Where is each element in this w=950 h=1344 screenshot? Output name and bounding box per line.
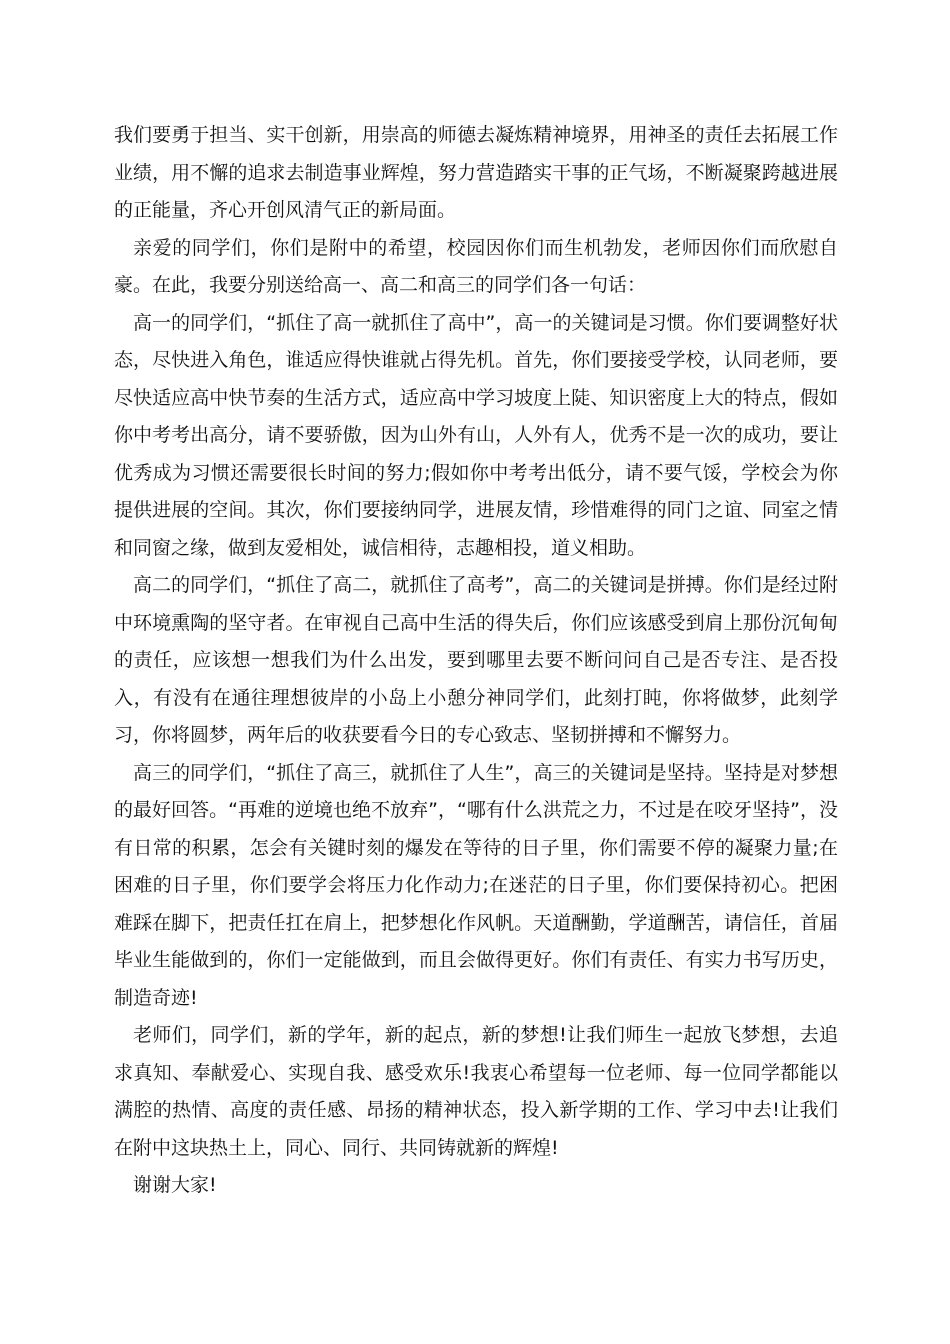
paragraph-grade-three: 高三的同学们，“抓住了高三，就抓住了人生”，高三的关键词是坚持。坚持是对梦想的最好回答。“再难的逆境也绝不放弃”，“哪有什么洪荒之力，不过是在咬牙坚持”，没有日常的积累，怎会有关键时刻的爆发在等待的日子里，你们需要不停的凝聚力量;在困难的日子里，你们要学会将压力化作动力;在迷茫的日子里，你们要保持初心。把困难踩在脚下，把责任扛在肩上，把梦想化作风帆。天道酬勤，学道酬苦，请信任，首届毕业生能做到的，你们一定能做到，而且会做得更好。你们有责任、有实力书写历史，制造奇迹! — [114, 761, 838, 1009]
paragraph-thanks: 谢谢大家! — [133, 1174, 217, 1196]
paragraph-closing: 老师们，同学们，新的学年，新的起点，新的梦想!让我们师生一起放飞梦想，去追求真知、奉献爱心、实现自我、感受欢乐!我衷心希望每一位老师、每一位同学都能以满腔的热情、高度的责任感、昂扬的精神状态，投入新学期的工作、学习中去!让我们在附中这块热土上，同心、同行、共同铸就新的辉煌! — [114, 1024, 838, 1159]
document-page — [114, 117, 838, 1205]
paragraph-greeting-students: 亲爱的同学们，你们是附中的希望，校园因你们而生机勃发，老师因你们而欣慰自豪。在此，我要分别送给高一、高二和高三的同学们各一句话： — [114, 236, 838, 296]
paragraph-continuation: 我们要勇于担当、实干创新，用崇高的师德去凝炼精神境界，用神圣的责任去拓展工作业绩，用不懈的追求去制造事业辉煌，努力营造踏实干事的正气场，不断凝聚跨越进展的正能量，齐心开创风清气正的新局面。 — [114, 124, 838, 221]
paragraph-grade-two: 高二的同学们，“抓住了高二，就抓住了高考”，高二的关键词是拼搏。你们是经过附中环境熏陶的坚守者。在审视自己高中生活的得失后，你们应该感受到肩上那份沉甸甸的责任，应该想一想我们为什么出发，要到哪里去要不断问问自己是否专注、是否投入，有没有在通往理想彼岸的小岛上小憩分神同学们，此刻打盹，你将做梦，此刻学习，你将圆梦，两年后的收获要看今日的专心致志、坚韧拼搏和不懈努力。 — [114, 574, 838, 746]
paragraph-grade-one: 高一的同学们，“抓住了高一就抓住了高中”，高一的关键词是习惯。你们要调整好状态，尽快进入角色，谁适应得快谁就占得先机。首先，你们要接受学校，认同老师，要尽快适应高中快节奏的生活方式，适应高中学习坡度上陡、知识密度上大的特点，假如你中考考出高分，请不要骄傲，因为山外有山，人外有人，优秀不是一次的成功，要让优秀成为习惯还需要很长时间的努力;假如你中考考出低分，请不要气馁，学校会为你提供进展的空间。其次，你们要接纳同学，进展友情，珍惜难得的同门之谊、同室之情和同窗之缘，做到友爱相处，诚信相待，志趣相投，道义相助。 — [114, 311, 838, 559]
